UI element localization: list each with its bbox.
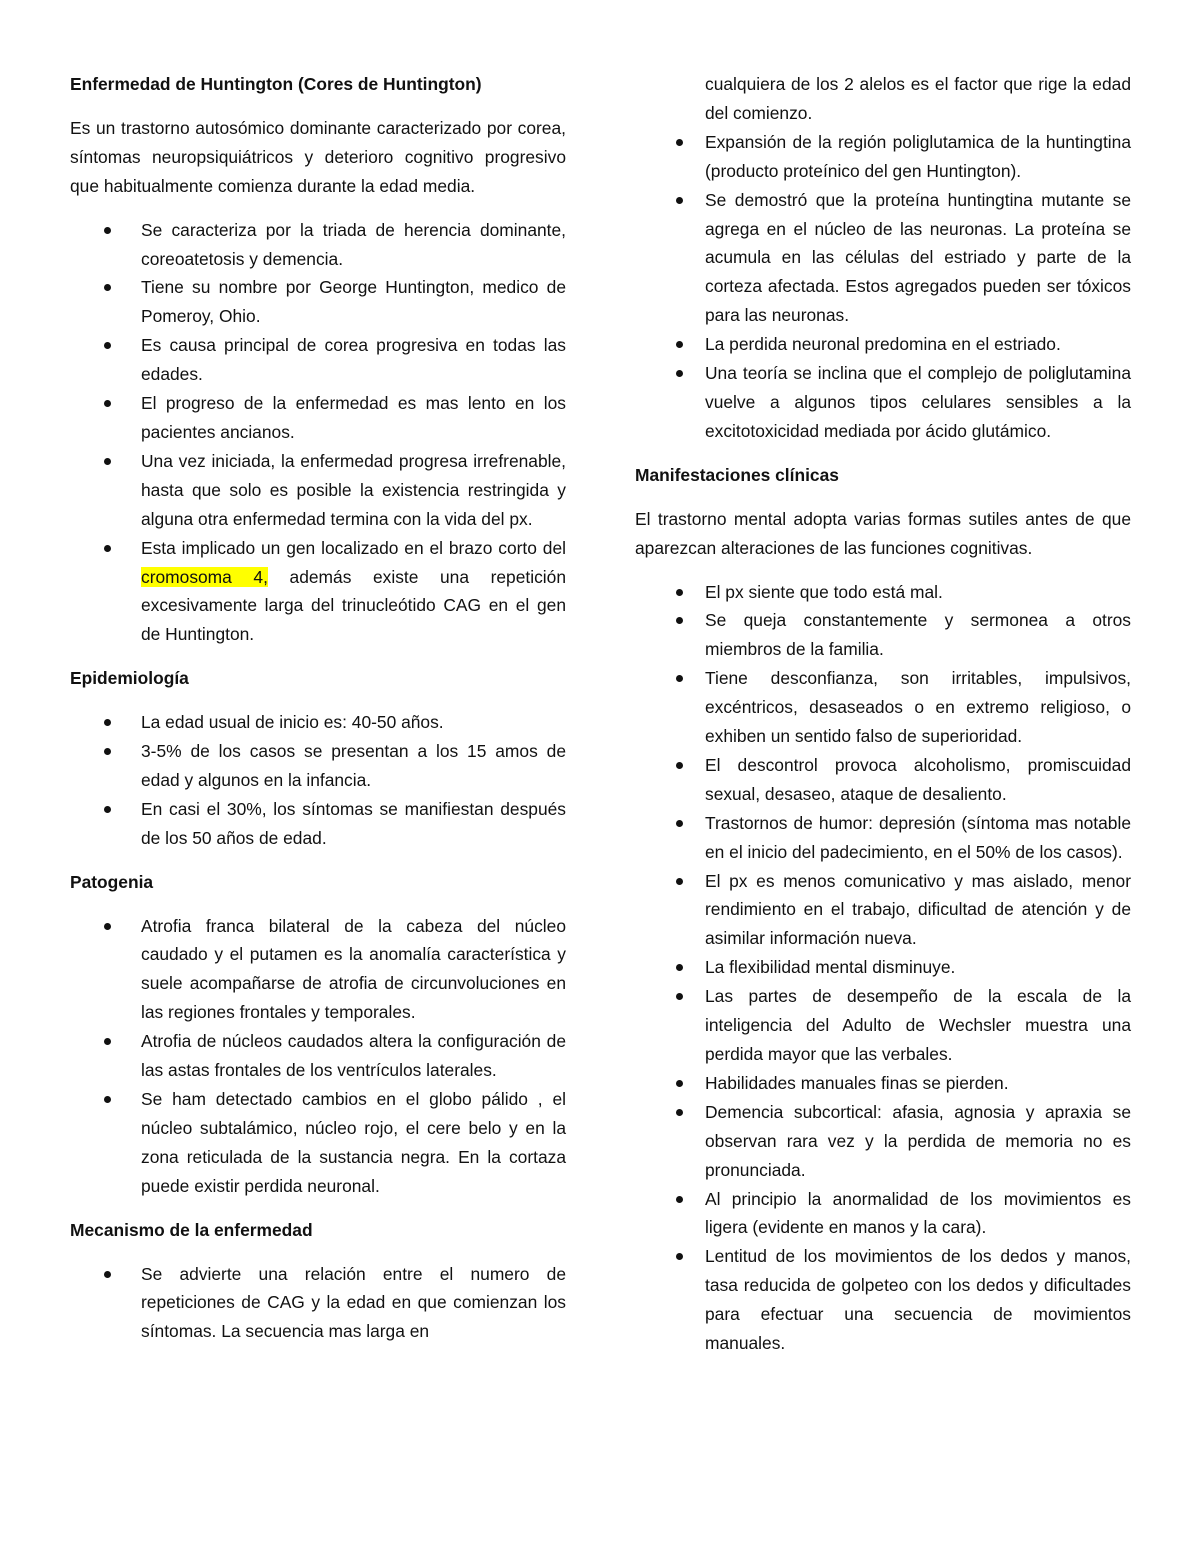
list-item: Es causa principal de corea progresiva en todas las edades. bbox=[70, 331, 566, 389]
pathogenesis-bullet-list bbox=[70, 912, 566, 1201]
bullet-icon bbox=[676, 1080, 683, 1087]
epidemiology-heading: Epidemiología bbox=[70, 668, 189, 689]
bullet-icon bbox=[676, 675, 683, 682]
list-item: Demencia subcortical: afasia, agnosia y apraxia se observan rara vez y la perdida de memoria no es pronunciada. bbox=[635, 1098, 1131, 1185]
list-item: El px siente que todo está mal. bbox=[635, 578, 1131, 607]
bullet-icon bbox=[104, 719, 111, 726]
bullet-icon bbox=[676, 1109, 683, 1116]
bullet-icon bbox=[104, 400, 111, 407]
list-item-gene: Esta implicado un gen localizado en el brazo corto del cromosoma 4, además existe una repetición excesivamente larga del trinucleótido CAG en el gen de Huntington. bbox=[70, 534, 566, 650]
list-item: Al principio la anormalidad de los movimientos es ligera (evidente en manos y la cara). bbox=[635, 1185, 1131, 1243]
list-item: Se caracteriza por la triada de herencia dominante, coreoatetosis y demencia. bbox=[70, 216, 566, 274]
bullet-icon bbox=[676, 1196, 683, 1203]
bullet-icon bbox=[676, 341, 683, 348]
bullet-icon bbox=[104, 748, 111, 755]
bullet-icon bbox=[676, 762, 683, 769]
bullet-icon bbox=[104, 545, 111, 552]
bullet-icon bbox=[104, 458, 111, 465]
epidemiology-bullet-list bbox=[70, 708, 566, 853]
clinical-intro-paragraph: El trastorno mental adopta varias formas sutiles antes de que aparezcan alteraciones de las funciones cognitivas. bbox=[635, 508, 1131, 558]
list-item: Se queja constantemente y sermonea a otros miembros de la familia. bbox=[635, 606, 1131, 664]
highlighted-text: cromosoma 4, bbox=[141, 566, 268, 587]
list-item: Las partes de desempeño de la escala de la inteligencia del Adulto de Wechsler muestra una perdida mayor que las verbales. bbox=[635, 982, 1131, 1069]
bullet-icon bbox=[676, 589, 683, 596]
bullet-icon bbox=[676, 370, 683, 377]
list-item: El progreso de la enfermedad es mas lento en los pacientes ancianos. bbox=[70, 389, 566, 447]
list-item: Se demostró que la proteína huntingtina mutante se agrega en el núcleo de las neuronas. La proteína se acumula en las células del estriado y parte de la corteza afectada. Estos agregados pueden ser tóxicos para las neuronas. bbox=[635, 186, 1131, 331]
bullet-icon bbox=[104, 284, 111, 291]
left-column bbox=[70, 70, 566, 1361]
bullet-icon bbox=[104, 342, 111, 349]
list-item: Habilidades manuales finas se pierden. bbox=[635, 1069, 1131, 1098]
mechanism-continuation bbox=[635, 70, 1131, 128]
list-item: Atrofia franca bilateral de la cabeza del núcleo caudado y el putamen es la anomalía característica y suele acompañarse de atrofia de circunvoluciones en las regiones frontales y temporales. bbox=[70, 912, 566, 1028]
bullet-icon bbox=[104, 923, 111, 930]
list-item: Una vez iniciada, la enfermedad progresa irrefrenable, hasta que solo es posible la existencia restringida y alguna otra enfermedad termina con la vida del px. bbox=[70, 447, 566, 534]
bullet-icon bbox=[104, 1271, 111, 1278]
bullet-icon bbox=[104, 227, 111, 234]
right-column bbox=[635, 70, 1131, 1373]
list-item: Una teoría se inclina que el complejo de poliglutamina vuelve a algunos tipos celulares sensibles a la excitotoxicidad mediada por ácido glutámico. bbox=[635, 359, 1131, 446]
list-item: Atrofia de núcleos caudados altera la configuración de las astas frontales de los ventrículos laterales. bbox=[70, 1027, 566, 1085]
list-item: Se advierte una relación entre el numero de repeticiones de CAG y la edad en que comienzan los síntomas. La secuencia mas larga en bbox=[70, 1260, 566, 1347]
document-title: Enfermedad de Huntington (Cores de Huntington) bbox=[70, 74, 482, 94]
clinical-manifestations-heading: Manifestaciones clínicas bbox=[635, 464, 839, 485]
list-item-continuation: cualquiera de los 2 alelos es el factor que rige la edad del comienzo. bbox=[705, 74, 1131, 123]
pathogenesis-heading: Patogenia bbox=[70, 871, 154, 892]
list-item: Trastornos de humor: depresión (síntoma mas notable en el inicio del padecimiento, en el 50% de los casos). bbox=[635, 809, 1131, 867]
bullet-icon bbox=[676, 617, 683, 624]
mechanism-heading: Mecanismo de la enfermedad bbox=[70, 1219, 313, 1240]
bullet-icon bbox=[104, 806, 111, 813]
bullet-icon bbox=[676, 878, 683, 885]
bullet-icon bbox=[104, 1038, 111, 1045]
bullet-icon bbox=[676, 993, 683, 1000]
mechanism-bullet-list-start bbox=[70, 1260, 566, 1347]
list-item: El descontrol provoca alcoholismo, promiscuidad sexual, desaseo, ataque de desaliento. bbox=[635, 751, 1131, 809]
list-item: 3-5% de los casos se presentan a los 15 amos de edad y algunos en la infancia. bbox=[70, 737, 566, 795]
bullet-icon bbox=[676, 1253, 683, 1260]
list-item: El px es menos comunicativo y mas aislado, menor rendimiento en el trabajo, dificultad de atención y de asimilar información nueva. bbox=[635, 867, 1131, 954]
list-item: Tiene desconfianza, son irritables, impulsivos, excéntricos, desaseados o en extremo religioso, o exhiben un sentido falso de superioridad. bbox=[635, 664, 1131, 751]
bullet-icon bbox=[676, 197, 683, 204]
list-item: La edad usual de inicio es: 40-50 años. bbox=[70, 708, 566, 737]
list-item: La flexibilidad mental disminuye. bbox=[635, 953, 1131, 982]
bullet-icon bbox=[676, 139, 683, 146]
list-item: Lentitud de los movimientos de los dedos y manos, tasa reducida de golpeteo con los dedos y dificultades para efectuar una secuencia de movimientos manuales. bbox=[635, 1242, 1131, 1358]
list-item: En casi el 30%, los síntomas se manifiestan después de los 50 años de edad. bbox=[70, 795, 566, 853]
list-item: Se ham detectado cambios en el globo pálido , el núcleo subtalámico, núcleo rojo, el cere belo y en la zona reticulada de la sustancia negra. En la cortaza puede existir perdida neuronal. bbox=[70, 1085, 566, 1201]
list-item: Tiene su nombre por George Huntington, medico de Pomeroy, Ohio. bbox=[70, 273, 566, 331]
intro-bullet-list bbox=[70, 216, 566, 650]
intro-paragraph: Es un trastorno autosómico dominante caracterizado por corea, síntomas neuropsiquiátricos y deterioro cognitivo progresivo que habitualmente comienza durante la edad media. bbox=[70, 117, 566, 196]
list-item: Expansión de la región poliglutamica de la huntingtina (producto proteínico del gen Huntington). bbox=[635, 128, 1131, 186]
list-item: La perdida neuronal predomina en el estriado. bbox=[635, 330, 1131, 359]
bullet-icon bbox=[676, 820, 683, 827]
clinical-bullet-list bbox=[635, 578, 1131, 1358]
bullet-icon bbox=[104, 1096, 111, 1103]
bullet-icon bbox=[676, 964, 683, 971]
mechanism-bullet-list bbox=[635, 128, 1131, 446]
